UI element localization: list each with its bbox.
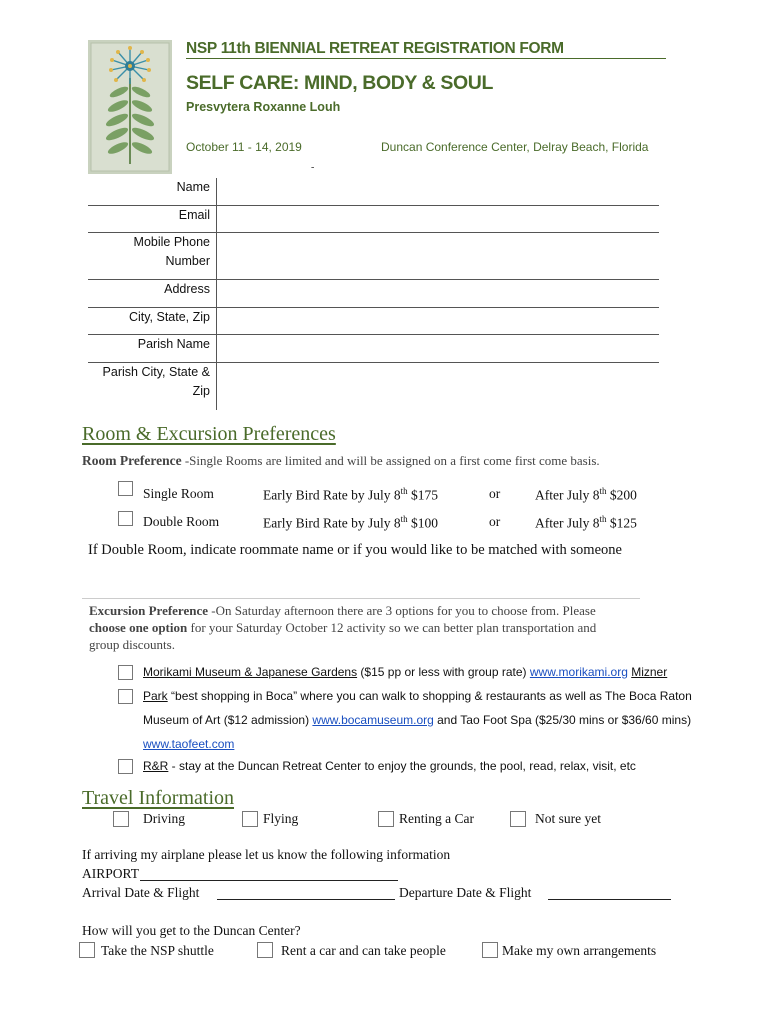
single-room-checkbox[interactable]	[118, 481, 133, 496]
parish-city-label-line1: Parish City, State &	[102, 365, 210, 379]
excursion-line1	[89, 602, 709, 619]
airport-field[interactable]	[140, 880, 398, 881]
double-after-price: $125	[606, 515, 637, 531]
double-early-rate	[263, 514, 438, 532]
email-label: Email	[178, 208, 210, 222]
departure-label: Departure Date & Flight	[399, 885, 532, 900]
mizner-option	[143, 689, 692, 703]
mizner-option-line3	[143, 737, 234, 751]
room-preference-note: -Single Rooms are limited and will be assigned on a first come first come basis.	[181, 453, 600, 468]
parish-city-label-line2: Zip	[192, 384, 210, 398]
flying-label: Flying	[263, 811, 299, 826]
museum-of-art-text: Museum of Art ($12 admission)	[143, 713, 313, 727]
single-after-text: After July 8	[535, 487, 600, 503]
mobile-label	[88, 233, 210, 271]
arriving-note: If arriving my airplane please let us know the following information	[82, 847, 451, 862]
renting-car-label: Renting a Car	[399, 811, 474, 826]
single-after-sup: th	[599, 486, 607, 496]
city-state-zip-field[interactable]	[220, 310, 660, 334]
own-arrangements-label: Make my own arrangements	[502, 943, 657, 958]
rr-checkbox[interactable]	[118, 759, 133, 774]
departure-field[interactable]	[548, 899, 671, 900]
roommate-prompt: If Double Room, indicate roommate name or if you would like to be matched with someone	[88, 542, 622, 558]
morikami-link[interactable]: www.morikami.org	[529, 665, 628, 679]
driving-label: Driving	[143, 811, 185, 826]
bocamuseum-link[interactable]: www.bocamuseum.org	[312, 713, 434, 727]
shuttle-label: Take the NSP shuttle	[101, 943, 214, 958]
room-preference-heading: Room Preference	[82, 453, 182, 468]
single-early-sup: th	[400, 486, 408, 496]
own-arrangements-checkbox[interactable]	[482, 942, 498, 958]
how-prompt: How will you get to the Duncan Center?	[82, 923, 301, 938]
double-after-sup: th	[599, 514, 607, 524]
excursion-intro-2: for your Saturday October 12 activity so we can better plan transportation and	[187, 620, 597, 635]
rent-car-checkbox[interactable]	[257, 942, 273, 958]
excursion-intro-1: -On Saturday afternoon there are 3 options for you to choose from. Please	[208, 603, 596, 618]
city-label: City, State, Zip	[128, 310, 210, 324]
travel-heading: Travel Information	[82, 787, 235, 809]
separator-dash: -	[311, 162, 315, 173]
roommate-divider	[82, 598, 640, 599]
speaker-name: Presvytera Roxanne Louh	[186, 100, 341, 114]
mizner-name-a: Mizner	[631, 665, 668, 679]
choose-one-option: choose one option	[89, 620, 188, 635]
retreat-logo-flower	[88, 40, 172, 174]
renting-car-checkbox[interactable]	[378, 811, 394, 827]
event-dates: October 11 - 14, 2019	[186, 140, 302, 154]
shuttle-checkbox[interactable]	[79, 942, 95, 958]
room-excursion-heading: Room & Excursion Preferences	[82, 423, 336, 445]
retreat-title: SELF CARE: MIND, BODY & SOUL	[186, 72, 493, 94]
mizner-name-b: Park	[143, 689, 168, 703]
mizner-desc: “best shopping in Boca” where you can walk to shopping & restaurants as well as The Boca Raton	[167, 689, 692, 703]
morikami-option	[143, 665, 667, 679]
title-underline	[186, 58, 666, 59]
parish-label: Parish Name	[137, 337, 210, 351]
address-field[interactable]	[220, 282, 660, 306]
parish-name-field[interactable]	[220, 337, 660, 361]
single-after-rate	[535, 486, 637, 504]
event-venue: Duncan Conference Center, Delray Beach, Florida	[381, 140, 649, 154]
double-room-label: Double Room	[143, 514, 220, 529]
mizner-option-line2	[143, 713, 691, 727]
parish-city-field[interactable]	[220, 375, 660, 399]
not-sure-label: Not sure yet	[535, 811, 601, 826]
rent-car-label: Rent a car and can take people	[281, 943, 446, 958]
table-divider	[216, 178, 217, 410]
mobile-label-line1: Mobile Phone	[133, 235, 210, 249]
rr-desc: - stay at the Duncan Retreat Center to enjoy the grounds, the pool, read, relax, visit, etc	[168, 759, 636, 773]
parish-city-label	[88, 363, 210, 401]
double-room-checkbox[interactable]	[118, 511, 133, 526]
double-or: or	[489, 514, 501, 529]
single-early-rate	[263, 486, 438, 504]
morikami-price: ($15 pp or less with group rate)	[357, 665, 530, 679]
single-or: or	[489, 486, 501, 501]
name-label: Name	[176, 180, 210, 194]
arrival-field[interactable]	[217, 899, 395, 900]
driving-checkbox[interactable]	[113, 811, 129, 827]
rr-option	[143, 759, 636, 773]
room-preference-line	[82, 453, 600, 469]
excursion-line2	[89, 619, 709, 636]
rr-name: R&R	[143, 759, 169, 773]
mobile-label-line2: Number	[165, 254, 210, 268]
single-early-price: $175	[407, 487, 438, 503]
roommate-field[interactable]	[88, 566, 642, 594]
email-field[interactable]	[220, 208, 660, 232]
not-sure-checkbox[interactable]	[510, 811, 526, 827]
address-label: Address	[164, 282, 210, 296]
mizner-checkbox[interactable]	[118, 689, 133, 704]
double-after-text: After July 8	[535, 515, 600, 531]
name-field[interactable]	[220, 180, 660, 204]
excursion-line3: group discounts.	[89, 637, 175, 652]
excursion-heading: Excursion Preference	[89, 603, 209, 618]
morikami-name: Morikami Museum & Japanese Gardens	[143, 665, 358, 679]
form-title: NSP 11th BIENNIAL RETREAT REGISTRATION FORM	[186, 40, 564, 57]
double-early-text: Early Bird Rate by July 8	[263, 515, 401, 531]
single-after-price: $200	[606, 487, 637, 503]
morikami-checkbox[interactable]	[118, 665, 133, 680]
single-room-label: Single Room	[143, 486, 214, 501]
taofeet-link[interactable]: www.taofeet.com	[143, 737, 235, 751]
mobile-phone-field[interactable]	[220, 245, 660, 269]
flying-checkbox[interactable]	[242, 811, 258, 827]
airport-label: AIRPORT	[82, 866, 139, 881]
double-after-rate	[535, 514, 637, 532]
double-early-sup: th	[400, 514, 408, 524]
excursion-intro	[89, 602, 709, 653]
arrival-label: Arrival Date & Flight	[82, 885, 200, 900]
double-early-price: $100	[407, 515, 438, 531]
single-early-text: Early Bird Rate by July 8	[263, 487, 401, 503]
tao-spa-text: and Tao Foot Spa ($25/30 mins or $36/60 mins)	[433, 713, 692, 727]
